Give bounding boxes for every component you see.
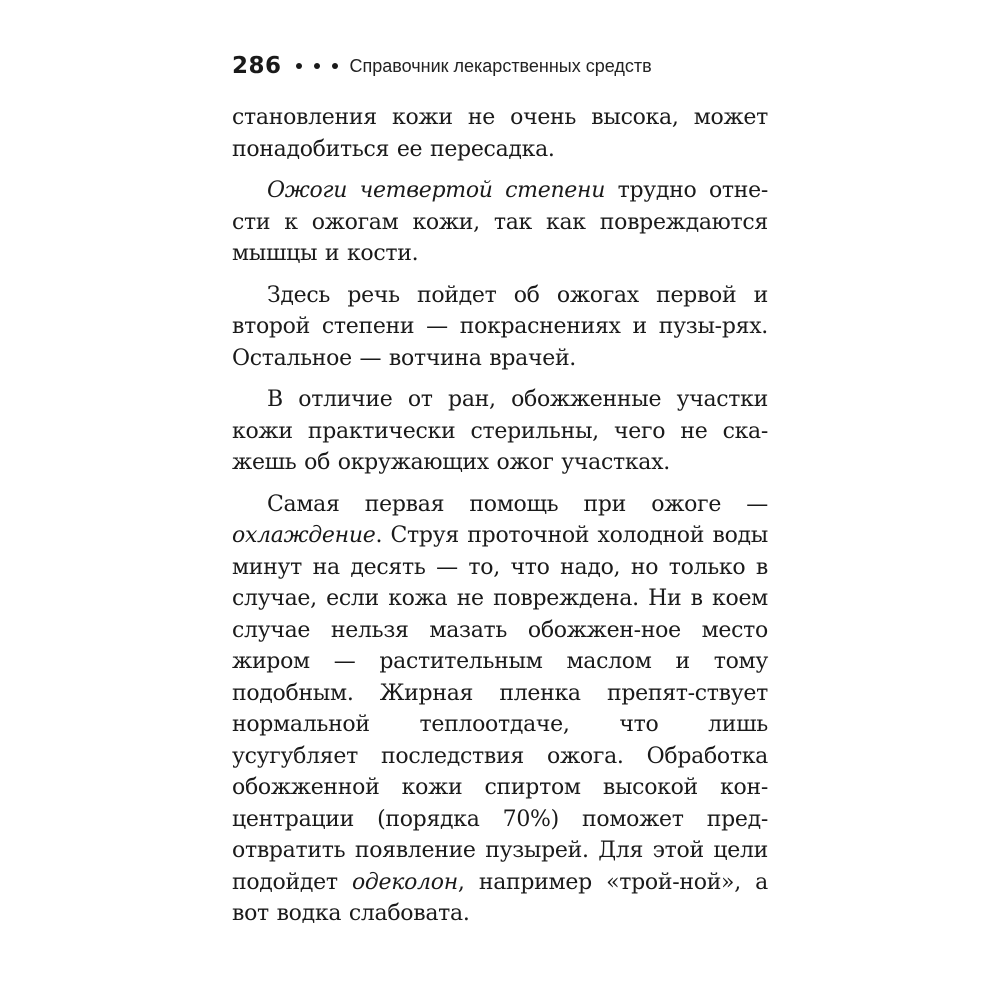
book-title: Справочник лекарственных средств xyxy=(349,55,652,76)
text-segment: трудно отне- xyxy=(605,178,768,203)
paragraph xyxy=(232,384,768,479)
body-text xyxy=(232,102,768,930)
paragraph xyxy=(232,280,768,375)
dot-icon xyxy=(314,63,320,69)
italic-text: одеколон xyxy=(351,869,458,895)
text-segment: Здесь речь пойдет об ожогах первой xyxy=(267,282,737,308)
text-segment: центрации (порядка 70%) поможет пред- xyxy=(232,806,768,832)
running-head xyxy=(232,48,768,84)
page-number: 286 xyxy=(232,53,282,79)
text-segment: кожи практически стерильны, чего не ска- xyxy=(232,418,768,444)
text-segment: отвратить появление пузырей. Для этой xyxy=(232,838,704,863)
text-segment: . Струя проточной холодной xyxy=(375,523,705,548)
text-segment: понадобиться ее пересадка. xyxy=(232,136,555,162)
text-segment: Самая первая помощь при ожоге — xyxy=(267,491,768,517)
paragraph xyxy=(232,102,768,165)
text-segment: рях. Остальное — вотчина врачей. xyxy=(232,314,768,371)
text-segment: обожженной кожи спиртом высокой кон- xyxy=(232,775,768,800)
text-segment: мышцы и кости. xyxy=(232,241,419,266)
text-segment: сти к ожогам кожи, так как повреждаются xyxy=(232,209,768,235)
text-segment: и второй степени — покраснениях и пузы- xyxy=(232,282,768,339)
text-segment: воды минут на десять — то, что надо, но xyxy=(232,523,768,580)
text-segment: В отличие от ран, обожженные участки xyxy=(267,387,768,412)
paragraph xyxy=(232,175,768,270)
text-segment: усугубляет последствия ожога. Обработка xyxy=(232,743,768,769)
text-segment: ствует нормальной теплоотдаче, что лишь xyxy=(232,680,768,737)
dot-icon xyxy=(296,63,302,69)
paragraph xyxy=(232,489,768,930)
text-segment: только в случае, если кожа не повреждена. xyxy=(232,554,769,611)
italic-text: Ожоги четвертой степени xyxy=(267,178,606,203)
separator-dots xyxy=(296,63,338,69)
text-segment: , например «трой- xyxy=(457,869,680,895)
text-segment: и тому подобным. Жирная пленка препят- xyxy=(232,649,768,706)
text-segment: цели подойдет xyxy=(232,838,768,895)
italic-text: охлаждение xyxy=(232,523,376,548)
text-segment: жешь об окружающих ожог участках. xyxy=(232,450,670,475)
book-page xyxy=(232,48,768,940)
text-segment: становления кожи не очень высока, может xyxy=(232,105,768,130)
dot-icon xyxy=(332,63,338,69)
text-segment: ное место жиром — растительным маслом xyxy=(232,617,768,674)
text-segment: Ни в коем случае нельзя мазать обожжен- xyxy=(232,586,768,643)
text-segment: ной», а вот водка слабовата. xyxy=(232,869,768,926)
